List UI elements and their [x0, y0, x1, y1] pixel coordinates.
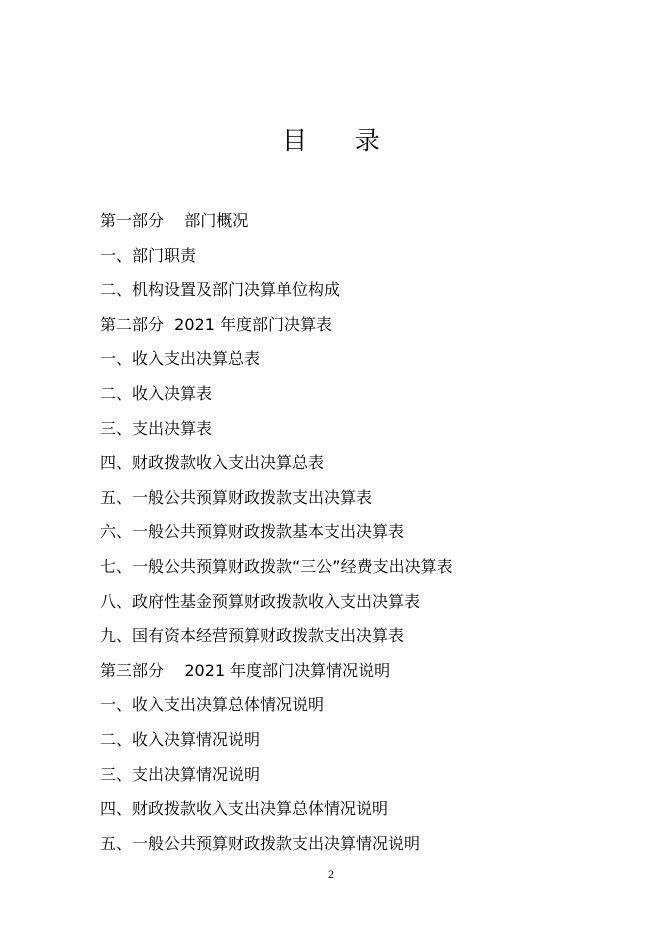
- toc-item: 一、收入支出决算总体情况说明: [100, 695, 325, 715]
- toc-item: 八、政府性基金预算财政拨款收入支出决算表: [100, 591, 421, 611]
- page-title: 目 录: [282, 126, 380, 155]
- toc-item: 二、收入决算情况说明: [100, 729, 261, 749]
- page-number: 2: [328, 867, 334, 881]
- toc-item: 二、机构设置及部门决算单位构成: [100, 280, 341, 300]
- table-of-contents: [100, 204, 453, 861]
- toc-item: 二、收入决算表: [100, 383, 213, 403]
- toc-item: 七、一般公共预算财政拨款“三公”经费支出决算表: [100, 556, 453, 576]
- toc-part-3: 第三部分 2021 年度部门决算情况说明: [100, 660, 391, 680]
- toc-item: 五、一般公共预算财政拨款支出决算表: [100, 487, 373, 507]
- toc-item: 九、国有资本经营预算财政拨款支出决算表: [100, 626, 405, 646]
- toc-item: 三、支出决算表: [100, 418, 213, 438]
- toc-item: 四、财政拨款收入支出决算总表: [100, 453, 325, 473]
- toc-item: 一、部门职责: [100, 245, 197, 265]
- toc-part-1: 第一部分 部门概况: [100, 211, 249, 230]
- toc-item: 一、收入支出决算总表: [100, 349, 261, 369]
- toc-item: 三、支出决算情况说明: [100, 764, 261, 784]
- toc-item: 五、一般公共预算财政拨款支出决算情况说明: [100, 833, 421, 853]
- toc-part-2: 第二部分 2021 年度部门决算表: [100, 314, 332, 334]
- toc-item: 六、一般公共预算财政拨款基本支出决算表: [100, 522, 405, 542]
- toc-item: 四、财政拨款收入支出决算总体情况说明: [100, 799, 389, 819]
